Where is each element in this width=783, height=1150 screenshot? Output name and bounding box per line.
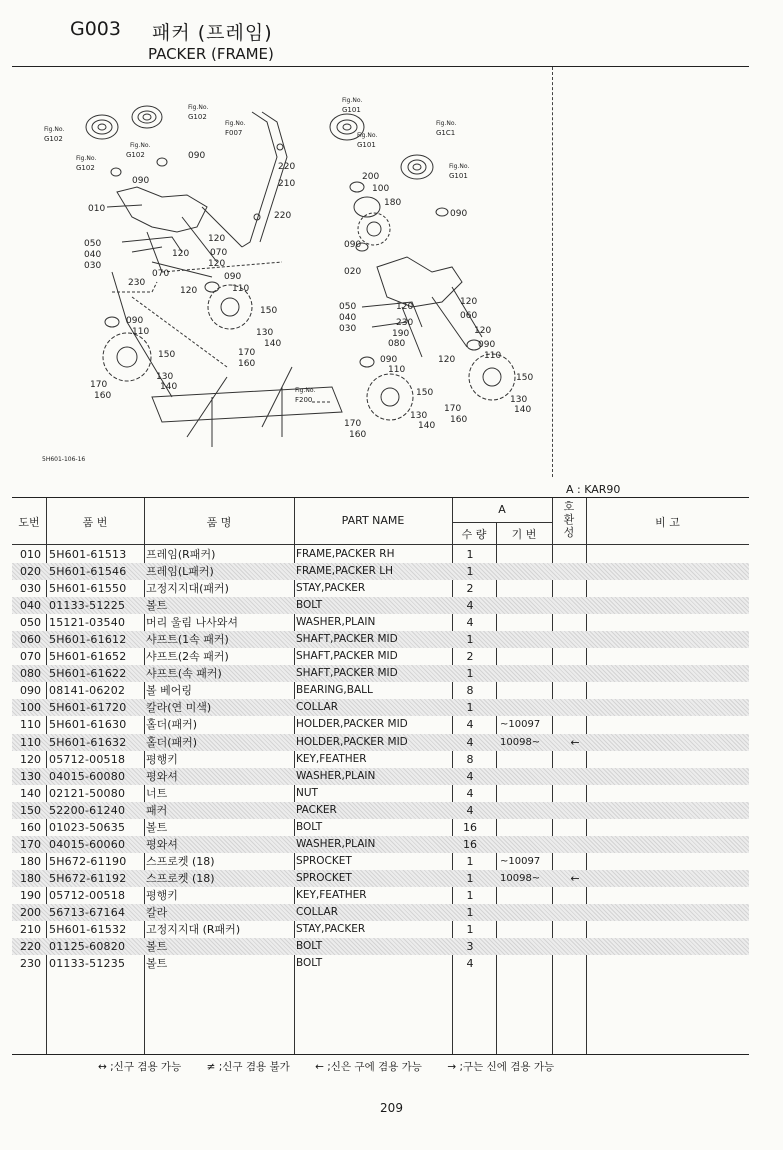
svg-text:090: 090 xyxy=(132,176,150,186)
svg-text:050: 050 xyxy=(84,239,102,249)
svg-text:130: 130 xyxy=(156,372,174,382)
row-name-en: STAY,PACKER xyxy=(296,582,366,595)
exploded-parts-diagram xyxy=(12,67,552,477)
row-qty: 4 xyxy=(466,718,474,732)
svg-text:040: 040 xyxy=(84,250,102,260)
svg-text:G101: G101 xyxy=(449,172,468,180)
header-name-en: PART NAME xyxy=(341,514,405,527)
row-ref: 050 xyxy=(20,616,41,630)
row-name-kr: 볼트 xyxy=(146,820,168,834)
row-name-kr: 평행키 xyxy=(146,888,178,902)
row-part-no: 01023-50635 xyxy=(49,820,126,834)
table-row xyxy=(12,921,749,938)
row-ref: 160 xyxy=(20,820,41,834)
row-name-kr: 너트 xyxy=(146,786,168,800)
row-ref: 040 xyxy=(20,599,41,613)
svg-text:090: 090 xyxy=(478,340,496,350)
svg-text:G101: G101 xyxy=(342,106,361,114)
table-row xyxy=(12,734,749,751)
table-row xyxy=(12,563,749,580)
row-name-en: FRAME,PACKER RH xyxy=(296,548,395,560)
row-part-no: 5H601-61532 xyxy=(49,923,127,937)
row-name-kr: 볼트 xyxy=(146,940,168,954)
row-ref: 180 xyxy=(20,871,41,885)
row-serial: ~10097 xyxy=(500,855,541,867)
svg-text:110: 110 xyxy=(388,365,406,375)
svg-text:120: 120 xyxy=(438,355,456,365)
row-part-no: 01133-51235 xyxy=(49,957,126,971)
svg-text:G102: G102 xyxy=(126,151,145,159)
row-ref: 070 xyxy=(20,650,41,664)
svg-text:G102: G102 xyxy=(188,113,207,121)
header-part-no: 품 번 xyxy=(82,516,108,529)
section-title-english: PACKER (FRAME) xyxy=(148,45,274,63)
row-qty: 4 xyxy=(466,786,474,800)
header-name-kr: 품 명 xyxy=(206,516,232,529)
row-qty: 1 xyxy=(466,905,474,919)
svg-text:090: 090 xyxy=(450,209,468,219)
row-ref: 140 xyxy=(20,786,41,800)
svg-text:070: 070 xyxy=(152,269,170,279)
row-qty: 4 xyxy=(466,769,474,783)
table-row xyxy=(12,546,749,563)
svg-text:080: 080 xyxy=(388,339,406,349)
row-qty: 1 xyxy=(466,888,474,902)
row-part-no: 5H601-61720 xyxy=(49,701,127,715)
svg-text:200: 200 xyxy=(362,172,380,182)
svg-text:Fig.No.: Fig.No. xyxy=(295,387,316,394)
row-part-no: 08141-06202 xyxy=(49,684,126,698)
legend-both: ↔ ;신구 겸용 가능 xyxy=(98,1061,182,1073)
svg-text:Fig.No.: Fig.No. xyxy=(44,126,65,133)
svg-text:F200: F200 xyxy=(295,396,313,404)
svg-text:180: 180 xyxy=(384,198,402,208)
row-name-kr: 스프로켓 (18) xyxy=(146,871,215,885)
svg-text:120: 120 xyxy=(208,234,226,244)
row-ref: 020 xyxy=(20,565,41,579)
svg-text:Fig.No.: Fig.No. xyxy=(188,104,209,111)
row-part-no: 5H601-61652 xyxy=(49,650,127,664)
row-name-kr: 평와셔 xyxy=(146,769,178,783)
row-part-no: 56713-67164 xyxy=(49,905,126,919)
row-serial: 10098~ xyxy=(500,736,541,748)
svg-text:150: 150 xyxy=(516,373,534,383)
svg-text:120: 120 xyxy=(474,326,492,336)
header-subrule xyxy=(452,522,552,523)
svg-text:G1C1: G1C1 xyxy=(436,129,456,137)
svg-text:120: 120 xyxy=(180,286,198,296)
row-name-kr: 샤프트(속 패커) xyxy=(146,667,222,681)
svg-text:170: 170 xyxy=(238,348,256,358)
row-qty: 2 xyxy=(466,650,474,664)
svg-text:120: 120 xyxy=(208,259,226,269)
table-row xyxy=(12,819,749,836)
svg-text:030: 030 xyxy=(339,324,357,334)
svg-text:100: 100 xyxy=(372,184,390,194)
row-ref: 010 xyxy=(20,548,41,561)
page-number: 209 xyxy=(380,1101,403,1115)
svg-text:Fig.No.: Fig.No. xyxy=(342,97,363,104)
table-row xyxy=(12,887,749,904)
svg-text:Fig.No.: Fig.No. xyxy=(76,155,97,162)
header-rule xyxy=(12,544,749,545)
row-part-no: 05712-00518 xyxy=(49,888,126,902)
row-name-kr: 머리 울림 나사와셔 xyxy=(146,616,239,630)
row-qty: 1 xyxy=(466,871,474,885)
svg-text:220: 220 xyxy=(278,162,296,172)
svg-text:160: 160 xyxy=(94,391,112,401)
row-name-en: BEARING,BALL xyxy=(296,684,373,697)
row-qty: 2 xyxy=(466,582,474,596)
row-ref: 090 xyxy=(20,684,41,698)
table-row xyxy=(12,631,749,648)
row-interchange: ← xyxy=(570,735,580,749)
row-qty: 1 xyxy=(466,923,474,937)
row-name-kr: 고정지지대(패커) xyxy=(146,582,229,596)
row-qty: 1 xyxy=(466,565,474,579)
row-qty: 4 xyxy=(466,616,474,630)
table-body xyxy=(12,546,749,972)
row-name-kr: 볼 베어링 xyxy=(146,684,193,698)
row-part-no: 5H672-61192 xyxy=(49,871,127,885)
row-part-no: 5H601-61513 xyxy=(49,548,127,561)
row-qty: 4 xyxy=(466,803,474,817)
row-part-no: 05712-00518 xyxy=(49,752,126,766)
row-qty: 3 xyxy=(466,940,474,954)
row-name-en: BOLT xyxy=(296,957,323,970)
row-name-en: WASHER,PLAIN xyxy=(296,769,376,782)
row-name-kr: 홀더(패커) xyxy=(146,718,198,732)
row-part-no: 5H601-61632 xyxy=(49,735,127,749)
svg-text:170: 170 xyxy=(90,380,108,390)
row-qty: 1 xyxy=(466,701,474,715)
row-name-en: FRAME,PACKER LH xyxy=(296,565,394,578)
svg-text:130: 130 xyxy=(510,395,528,405)
table-row xyxy=(12,648,749,665)
svg-text:G102: G102 xyxy=(44,135,63,143)
row-ref: 200 xyxy=(20,905,41,919)
row-name-en: PACKER xyxy=(296,803,337,816)
row-name-en: BOLT xyxy=(296,820,323,833)
row-name-en: WASHER,PLAIN xyxy=(296,837,376,850)
diagram-illustration xyxy=(12,67,552,477)
row-part-no: 04015-60060 xyxy=(49,837,126,851)
model-label: A : KAR90 xyxy=(566,483,621,496)
table-row xyxy=(12,665,749,682)
row-qty: 8 xyxy=(466,752,474,766)
svg-text:150: 150 xyxy=(260,306,278,316)
svg-text:090: 090 xyxy=(126,316,144,326)
row-name-kr: 스프로켓 (18) xyxy=(146,854,215,868)
row-name-en: NUT xyxy=(296,786,318,799)
row-qty: 1 xyxy=(466,633,474,647)
row-qty: 4 xyxy=(466,599,474,613)
row-ref: 150 xyxy=(20,803,41,817)
row-qty: 4 xyxy=(466,957,474,971)
table-row xyxy=(12,955,749,972)
table-row xyxy=(12,802,749,819)
row-part-no: 01133-51225 xyxy=(49,599,126,613)
row-ref: 120 xyxy=(20,752,41,766)
row-ref: 080 xyxy=(20,667,41,681)
svg-text:150: 150 xyxy=(158,350,176,360)
svg-text:110: 110 xyxy=(132,327,150,337)
table-row xyxy=(12,751,749,768)
row-qty: 8 xyxy=(466,684,474,698)
parts-table xyxy=(12,497,749,1055)
svg-text:140: 140 xyxy=(418,421,436,431)
legend-old-to-new: → ;구는 신에 겸용 가능 xyxy=(447,1061,555,1073)
row-part-no: 04015-60080 xyxy=(49,769,126,783)
svg-text:140: 140 xyxy=(264,339,282,349)
row-name-kr: 칼라(연 미색) xyxy=(146,701,212,715)
row-name-kr: 샤프트(1속 패커) xyxy=(146,633,229,647)
row-ref: 220 xyxy=(20,940,41,954)
section-title-korean: 패커 (프레임) xyxy=(152,22,273,44)
table-row xyxy=(12,699,749,716)
svg-text:220: 220 xyxy=(274,211,292,221)
row-part-no: 15121-03540 xyxy=(49,616,126,630)
row-qty: 1 xyxy=(466,667,474,681)
row-ref: 030 xyxy=(20,582,41,596)
row-name-en: KEY,FEATHER xyxy=(296,752,367,765)
row-name-kr: 샤프트(2속 패커) xyxy=(146,650,229,664)
svg-text:Fig.No.: Fig.No. xyxy=(449,163,470,170)
svg-text:070: 070 xyxy=(210,248,228,258)
row-name-en: BOLT xyxy=(296,599,323,612)
svg-text:230: 230 xyxy=(396,318,414,328)
table-row xyxy=(12,716,749,733)
row-ref: 060 xyxy=(20,633,41,647)
row-ref: 110 xyxy=(20,735,41,749)
svg-text:090: 090 xyxy=(380,355,398,365)
svg-text:010: 010 xyxy=(88,204,106,214)
row-ref: 230 xyxy=(20,957,41,971)
header-group-a: A xyxy=(498,503,506,516)
svg-text:210: 210 xyxy=(278,179,296,189)
table-row xyxy=(12,785,749,802)
svg-text:120: 120 xyxy=(172,249,190,259)
row-serial: 10098~ xyxy=(500,872,541,884)
legend-none: ≠ ;신구 겸용 불가 xyxy=(206,1061,290,1073)
header-qty: 수 량 xyxy=(461,528,487,541)
row-name-en: SHAFT,PACKER MID xyxy=(296,667,398,680)
table-row xyxy=(12,938,749,955)
table-row xyxy=(12,682,749,699)
row-part-no: 5H601-61612 xyxy=(49,633,127,647)
row-ref: 100 xyxy=(20,701,41,715)
row-ref: 210 xyxy=(20,923,41,937)
row-name-kr: 프레임(L패커) xyxy=(146,565,214,579)
table-row xyxy=(12,870,749,887)
svg-text:G101: G101 xyxy=(357,141,376,149)
row-ref: 130 xyxy=(20,769,41,783)
svg-text:170: 170 xyxy=(344,419,362,429)
svg-text:190: 190 xyxy=(392,329,410,339)
row-name-en: COLLAR xyxy=(296,905,339,918)
svg-text:090: 090 xyxy=(188,151,206,161)
row-name-en: BOLT xyxy=(296,940,323,953)
row-name-kr: 프레임(R패커) xyxy=(146,548,216,561)
svg-text:110: 110 xyxy=(484,351,502,361)
table-row xyxy=(12,580,749,597)
row-name-en: WASHER,PLAIN xyxy=(296,616,376,629)
row-name-kr: 칼라 xyxy=(146,905,168,919)
row-name-kr: 볼트 xyxy=(146,957,168,971)
row-name-kr: 패커 xyxy=(146,803,168,817)
header-ref: 도번 xyxy=(18,516,40,529)
svg-text:160: 160 xyxy=(349,430,367,440)
header-interchange: 호 환 성 xyxy=(563,500,575,539)
row-part-no: 01125-60820 xyxy=(49,940,126,954)
table-row xyxy=(12,614,749,631)
svg-text:Fig.No.: Fig.No. xyxy=(436,120,457,127)
row-part-no: 5H601-61622 xyxy=(49,667,127,681)
svg-text:G102: G102 xyxy=(76,164,95,172)
svg-text:140: 140 xyxy=(514,405,532,415)
header-remarks: 비 고 xyxy=(655,516,680,529)
row-ref: 190 xyxy=(20,888,41,902)
table-row xyxy=(12,836,749,853)
row-part-no: 5H601-61550 xyxy=(49,582,127,596)
row-name-kr: 볼트 xyxy=(146,599,168,613)
row-name-kr: 고정지지대 (R패커) xyxy=(146,923,241,937)
diagram-divider xyxy=(552,67,553,477)
row-serial: ~10097 xyxy=(500,719,541,731)
row-name-en: HOLDER,PACKER MID xyxy=(296,718,408,731)
row-name-en: HOLDER,PACKER MID xyxy=(296,735,408,748)
svg-text:020: 020 xyxy=(344,267,362,277)
svg-text:150: 150 xyxy=(416,388,434,398)
row-qty: 4 xyxy=(466,735,474,749)
row-name-en: SHAFT,PACKER MID xyxy=(296,633,398,646)
row-interchange: ← xyxy=(570,871,580,885)
row-part-no: 02121-50080 xyxy=(49,786,126,800)
row-ref: 110 xyxy=(20,718,41,732)
row-qty: 16 xyxy=(463,820,477,834)
table-row xyxy=(12,768,749,785)
svg-text:040: 040 xyxy=(339,313,357,323)
row-qty: 1 xyxy=(466,854,474,868)
row-name-en: STAY,PACKER xyxy=(296,923,366,936)
row-part-no: 5H672-61190 xyxy=(49,854,127,868)
row-part-no: 52200-61240 xyxy=(49,803,126,817)
svg-text:120: 120 xyxy=(460,297,478,307)
svg-text:Fig.No.: Fig.No. xyxy=(225,120,246,127)
svg-text:050: 050 xyxy=(339,302,357,312)
section-code: G003 xyxy=(70,18,121,40)
svg-text:090: 090 xyxy=(344,240,362,250)
svg-text:170: 170 xyxy=(444,404,462,414)
row-name-en: SHAFT,PACKER MID xyxy=(296,650,398,663)
row-name-en: SPROCKET xyxy=(296,871,352,884)
row-qty: 1 xyxy=(466,548,474,561)
row-name-kr: 평행키 xyxy=(146,752,178,766)
row-qty: 16 xyxy=(463,837,477,851)
svg-text:F007: F007 xyxy=(225,129,243,137)
svg-text:140: 140 xyxy=(160,382,178,392)
table-row xyxy=(12,597,749,614)
row-name-en: SPROCKET xyxy=(296,854,352,867)
svg-text:Fig.No.: Fig.No. xyxy=(130,142,151,149)
table-row xyxy=(12,853,749,870)
svg-text:090: 090 xyxy=(224,272,242,282)
legend-new-to-old: ← ;신은 구에 겸용 가능 xyxy=(315,1061,422,1073)
svg-text:120: 120 xyxy=(396,302,414,312)
svg-text:060: 060 xyxy=(460,311,478,321)
row-part-no: 5H601-61630 xyxy=(49,718,127,732)
svg-text:160: 160 xyxy=(450,415,468,425)
diagram-code: 5H601-106-16 xyxy=(42,456,86,463)
row-ref: 170 xyxy=(20,837,41,851)
row-name-en: COLLAR xyxy=(296,701,339,714)
header-serial: 기 번 xyxy=(511,528,537,541)
row-part-no: 5H601-61546 xyxy=(49,565,127,579)
svg-text:230: 230 xyxy=(128,278,146,288)
row-name-kr: 홀더(패커) xyxy=(146,735,198,749)
svg-text:130: 130 xyxy=(256,328,274,338)
table-row xyxy=(12,904,749,921)
interchange-legend xyxy=(98,1059,576,1074)
row-name-kr: 평와셔 xyxy=(146,837,178,851)
row-ref: 180 xyxy=(20,854,41,868)
svg-text:110: 110 xyxy=(232,284,250,294)
row-name-en: KEY,FEATHER xyxy=(296,888,367,901)
svg-text:030: 030 xyxy=(84,261,102,271)
svg-text:160: 160 xyxy=(238,359,256,369)
svg-text:Fig.No.: Fig.No. xyxy=(357,132,378,139)
svg-text:130: 130 xyxy=(410,411,428,421)
